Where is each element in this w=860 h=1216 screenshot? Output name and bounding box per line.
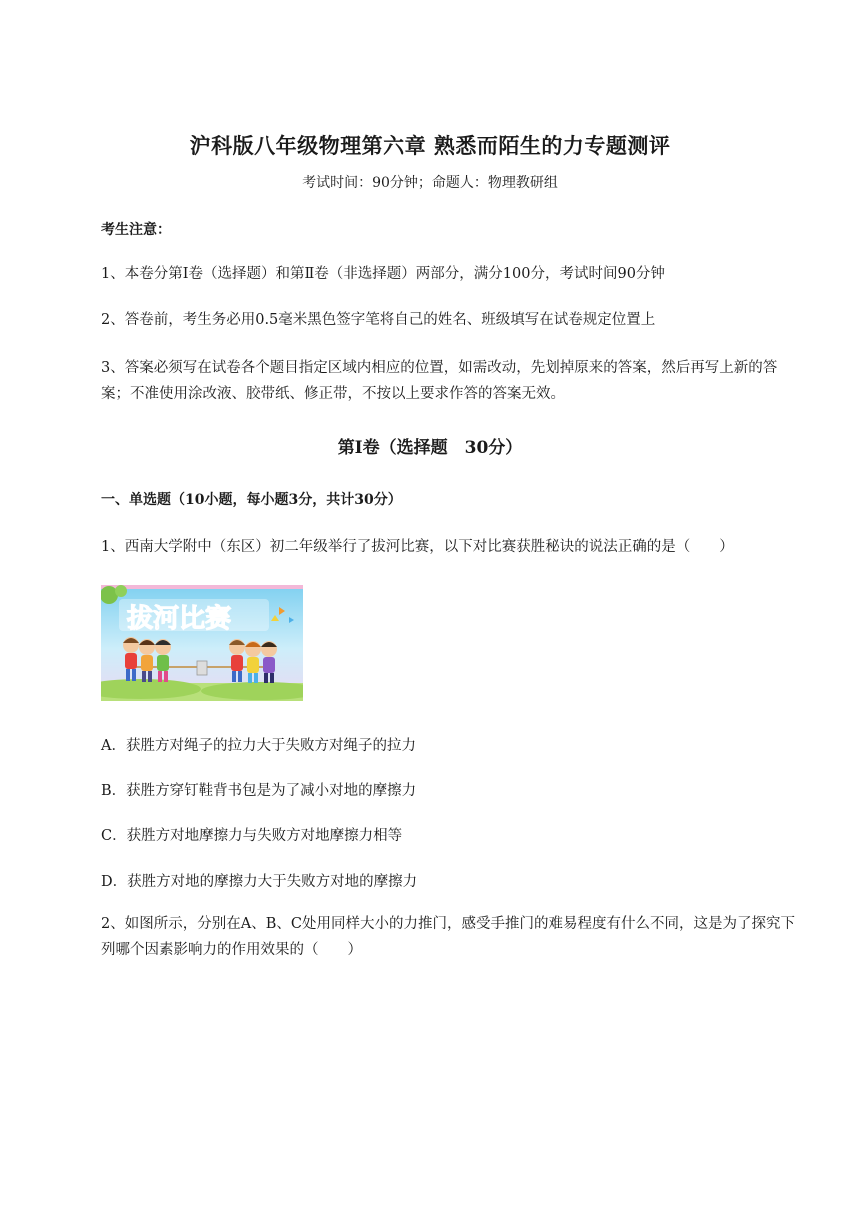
notice-item: 1、本卷分第Ⅰ卷（选择题）和第Ⅱ卷（非选择题）两部分，满分100分，考试时间90分钟 [101,266,665,282]
svg-text:拔河比赛: 拔河比赛 [127,604,232,634]
notice-item: 3、答案必须写在试卷各个题目指定区域内相应的位置，如需改动，先划掉原来的答案，然后再写上新的答案；不准使用涂改液、胶带纸、修正带，不按以上要求作答的答案无效。 [101,360,778,402]
option-c: C．获胜方对地摩擦力与失败方对地摩擦力相等 [101,828,403,844]
tug-of-war-illustration [101,585,303,701]
document-subtitle: 考试时间：90分钟；命题人：物理教研组 [302,175,558,191]
option-b: B．获胜方穿钉鞋背书包是为了减小对地的摩擦力 [101,783,417,799]
section-heading: 第Ⅰ卷（选择题 30分） [337,438,523,458]
option-a: A．获胜方对绳子的拉力大于失败方对绳子的拉力 [101,738,416,754]
notice-heading: 考生注意： [101,222,171,238]
option-d: D．获胜方对地的摩擦力大于失败方对地的摩擦力 [101,874,418,890]
question-2-stem: 2、如图所示，分别在A、B、C处用同样大小的力推门，感受手推门的难易程度有什么不同，这是为了探究下列哪个因素影响力的作用效果的（ ） [101,916,795,958]
document-title: 沪科版八年级物理第六章 熟悉而陌生的力专题测评 [189,133,671,158]
notice-item: 2、答卷前，考生务必用0.5毫米黑色签字笔将自己的姓名、班级填写在试卷规定位置上 [101,312,656,328]
question-1-stem: 1、西南大学附中（东区）初二年级举行了拔河比赛，以下对比赛获胜秘诀的说法正确的是（ ） [101,539,734,555]
part-heading: 一、单选题（10小题，每小题3分，共计30分） [101,492,402,508]
